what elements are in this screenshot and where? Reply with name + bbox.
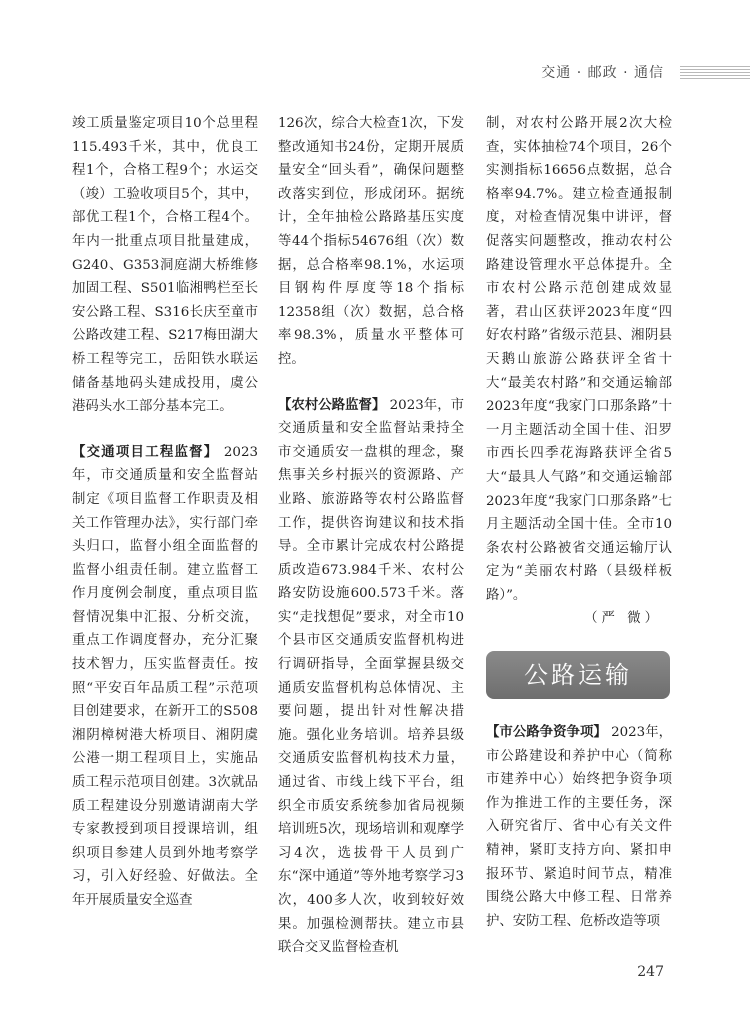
text-column-1: [72, 112, 258, 942]
paragraph-gap: [72, 419, 258, 441]
text-column-3: [486, 112, 672, 942]
paragraph: [72, 441, 258, 913]
paragraph-gap: [278, 372, 464, 394]
chapter-banner: 公路运输: [486, 651, 670, 699]
running-header: [0, 62, 750, 84]
paragraph-body: 2023年，市交通质量和安全监督站秉持全市交通质安一盘棋的理念，聚焦事关乡村振兴的资源路、产业路、旅游路等农村公路监督工作，提供咨询建议和技术指导。全市累计完成农村公路提质改造673.984千米、农村公路安防设施600.573千米。落实“走找想促”要求，对全市10个县市区交通质安监督机构进行调研指导，全面掌握县级交通质安监督机构总体情况、主要问题，提出针对性解决措施。强化业务培训。培养县级交通质安监督机构技术力量，通过省、市线上线下平台，组织全市质安系统参加省局视频培训班5次，现场培训和观摩学习4次，选拔骨干人员到广东“深中通道”等外地考察学习3次，400多人次，收到较好效果。加强检测帮扶。建立市县联合交叉监督检查机: [278, 397, 465, 956]
text-column-2: [278, 112, 465, 956]
page-number: 247: [637, 964, 664, 980]
paragraph: [278, 394, 464, 960]
paragraph: 126次，综合大检查1次，下发整改通知书24份，定期开展质量安全“回头看”，确保问题整改落实到位，形成闭环。据统计，全年抽检公路路基压实度等44个指标54676组（次）数据，总合格率98.1%，水运项目钢构件厚度等18个指标12358组（次）数据，总合格率98.3%，质量水平整体可控。: [278, 116, 464, 367]
section-heading: 【交通项目工程监督】: [72, 444, 219, 460]
section-title: 交通 · 邮政 · 通信: [541, 65, 664, 81]
header-decoration-lines: [680, 66, 750, 80]
paragraph: 制，对农村公路开展2次大检查，实体抽检74个项目，26个实测指标16656点数据，总合格率94.7%。建立检查通报制度，对检查情况集中讲评，督促落实问题整改，推动农村公路建设管理水平总体提升。全市农村公路示范创建成效显著，君山区获评2023年度“四好农村路”省级示范县、湘阴县天鹅山旅游公路获评全省十大“最美农村路”和交通运输部2023年度“我家门口那条路”十一月主题活动全国十佳、汨罗市西长四季花海路获评全省5大“最具人气路”和交通运输部2023年度“我家门口那条路”七月主题活动全国十佳。全市10条农村公路被省交通运输厅认定为“美丽农村路（县级样板路）”。: [486, 116, 672, 603]
author-signature: （严 微）: [584, 611, 662, 627]
paragraph-body: 2023年，市公路建设和养护中心（简称市建养中心）始终把争资争项作为推进工作的主要任务，深入研究省厅、省中心有关文件精神，紧盯支持方向、紧扣申报环节、紧追时间节点，精准围绕公路大中修工程、日常养护、安防工程、危桥改造等项: [486, 725, 673, 929]
section-heading: 【市公路争资争项】: [486, 725, 607, 741]
paragraph: [486, 721, 672, 933]
section-heading: 【农村公路监督】: [278, 397, 386, 413]
paragraph: 竣工质量鉴定项目10个总里程115.493千米，其中，优良工程1个，合格工程9个；水运交（竣）工验收项目5个，其中，部优工程1个，合格工程4个。年内一批重点项目批量建成，G240、G353洞庭湖大桥维修加固工程、S501临湘鸭栏至长安公路工程、S316长庆至童市公路改建工程、S217梅田湖大桥工程等完工，岳阳铁水联运储备基地码头建成投用，虞公港码头水工部分基本完工。: [72, 116, 258, 415]
paragraph-body: 2023年，市交通质量和安全监督站制定《项目监督工作职责及相关工作管理办法》，实行部门牵头归口，监督小组全面监督的监督小组责任制。建立监督工作月度例会制度，重点项目监督情况集中汇报、分析交流，重点工作调度督办，充分汇聚技术智力，压实监督责任。按照“平安百年品质工程”示范项目创建要求，在新开工的S508湘阴樟树港大桥项目、湘阴虞公港一期工程项目上，实施品质工程示范项目创建。3次就品质工程建设分别邀请湖南大学专家教授到项目授课培训，组织项目参建人员到外地考察学习，引入好经验、好做法。全年开展质量安全巡查: [72, 444, 258, 908]
